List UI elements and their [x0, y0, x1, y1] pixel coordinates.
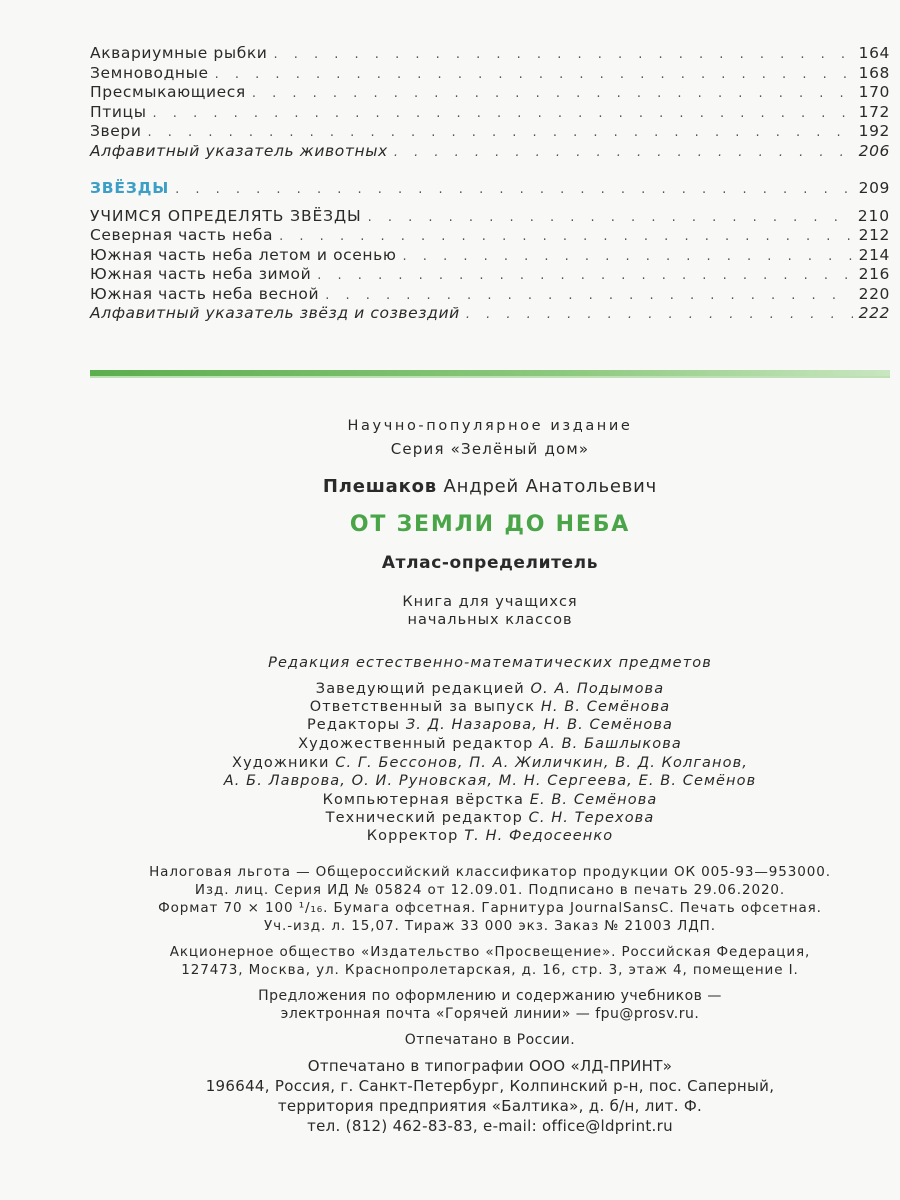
toc-leader — [153, 106, 853, 121]
toc-entry-page: 214 — [858, 245, 890, 264]
credit-role: Редакторы — [306, 717, 401, 733]
toc-entry — [90, 226, 890, 246]
toc-entry-page: 172 — [858, 102, 890, 121]
publisher-line: 127473, Москва, ул. Краснопролетарская, д. 16, стр. 3, этаж 4, помещение I. — [181, 962, 799, 978]
toc-entry-page: 206 — [858, 141, 890, 160]
author — [90, 476, 890, 497]
toc-leader — [175, 182, 853, 197]
toc-entry — [90, 64, 890, 84]
printer-line: 196644, Россия, г. Санкт-Петербург, Колпинский р-н, пос. Саперный, — [205, 1077, 775, 1095]
toc-leader — [394, 145, 853, 160]
toc-entry-title: Птицы — [90, 102, 147, 121]
proposals-line: электронная почта «Горячей линии» — fpu@prosv.ru. — [280, 1006, 700, 1022]
section-title: ЗВЁЗДЫ — [90, 179, 170, 197]
credit-line — [90, 717, 890, 733]
toc-leader — [325, 288, 852, 303]
audience-line-2: начальных классов — [407, 612, 573, 628]
audience-line-1: Книга для учащихся — [402, 594, 578, 610]
toc-entry — [90, 83, 890, 103]
credit-name: З. Д. Назарова, Н. В. Семёнова — [405, 717, 674, 733]
toc-leader — [215, 67, 853, 82]
spacer — [90, 199, 890, 207]
publisher-line: Акционерное общество «Издательство «Просвещение». Российская Федерация, — [169, 944, 811, 960]
credit-role: Художники — [232, 755, 330, 771]
credit-role: Технический редактор — [325, 810, 523, 826]
toc-entry-page: 192 — [858, 122, 890, 140]
credit-name: С. Г. Бессонов, П. А. Жиличкин, В. Д. Колганов, — [335, 755, 748, 771]
tax-line: Уч.-изд. л. 15,07. Тираж 33 000 экз. Заказ № 21003 ЛДП. — [264, 918, 716, 934]
toc-entry-title: УЧИМСЯ ОПРЕДЕЛЯТЬ ЗВЁЗДЫ — [90, 206, 362, 225]
toc-entry-page: 209 — [858, 179, 890, 197]
printed-in-russia: Отпечатано в России. — [404, 1032, 576, 1048]
book-title: ОТ ЗЕМЛИ ДО НЕБА — [349, 512, 631, 537]
toc-entry-title: Аквариумные рыбки — [90, 44, 268, 62]
toc-entry — [90, 246, 890, 266]
credit-line — [90, 828, 890, 844]
toc-leader — [279, 229, 852, 244]
printer-line: тел. (812) 462-83-83, e-mail: office@ldprint.ru — [307, 1117, 673, 1135]
credit-role: Корректор — [366, 828, 459, 844]
toc-entry-title: Пресмыкающиеся — [90, 83, 246, 101]
credit-line — [90, 699, 890, 715]
credit-line — [90, 736, 890, 752]
toc-entry-title: Алфавитный указатель животных — [90, 141, 388, 160]
toc-leader — [148, 125, 853, 140]
toc-leader — [317, 268, 852, 283]
toc-entry — [90, 44, 890, 64]
toc-leader — [403, 249, 853, 264]
toc-entry — [90, 122, 890, 142]
toc-entry-title: Северная часть неба — [90, 226, 274, 244]
editorial-office: Редакция естественно-математических предметов — [268, 655, 712, 671]
credit-line — [90, 792, 890, 808]
toc-entry — [90, 142, 890, 162]
toc-entry-page: 170 — [858, 83, 890, 101]
toc-entry-title: Южная часть неба зимой — [90, 265, 312, 283]
toc-entry-page: 210 — [857, 206, 890, 225]
tax-line: Налоговая льгота — Общероссийский классификатор продукции ОК 005-93—953000. — [149, 864, 831, 880]
toc-entry-title: Звери — [90, 122, 142, 140]
toc-section-stars — [90, 179, 890, 199]
book-subtitle: Атлас-определитель — [381, 553, 599, 573]
printer-line: Отпечатано в типографии ООО «ЛД-ПРИНТ» — [307, 1057, 673, 1075]
toc-entry-title: Южная часть неба летом и осенью — [90, 245, 397, 264]
credit-line — [90, 810, 890, 826]
credit-name: А. В. Башлыкова — [539, 736, 682, 752]
table-of-contents — [90, 44, 890, 324]
series-name: Серия «Зелёный дом» — [390, 440, 590, 458]
toc-entry-page: 222 — [858, 304, 890, 322]
toc-entry — [90, 103, 890, 123]
toc-entry-title: Земноводные — [90, 63, 209, 82]
toc-leader — [252, 86, 853, 101]
toc-entry-page: 216 — [858, 265, 890, 283]
author-first-name: Андрей Анатольевич — [443, 476, 658, 497]
credit-role: Ответственный за выпуск — [309, 699, 536, 715]
credit-role: Компьютерная вёрстка — [322, 792, 524, 808]
proposals-line: Предложения по оформлению и содержанию учебников — — [258, 988, 722, 1004]
toc-leader — [466, 307, 853, 322]
toc-entry-page: 212 — [858, 226, 890, 244]
printer-line: территория предприятия «Балтика», д. б/н, лит. Ф. — [277, 1097, 703, 1115]
credit-role: Художественный редактор — [298, 736, 534, 752]
spacer — [90, 161, 890, 179]
credit-line — [90, 773, 890, 789]
toc-entry — [90, 265, 890, 285]
toc-entry — [90, 207, 890, 227]
toc-entry-page: 220 — [858, 284, 890, 303]
credit-name: Н. В. Семёнова — [540, 699, 671, 715]
credit-line — [90, 681, 890, 697]
tax-line: Изд. лиц. Серия ИД № 05824 от 12.09.01. Подписано в печать 29.06.2020. — [194, 882, 786, 898]
toc-entry — [90, 304, 890, 324]
credit-name: Т. Н. Федосеенко — [464, 828, 614, 844]
credit-line — [90, 755, 890, 771]
credit-name: А. Б. Лаврова, О. И. Руновская, М. Н. Сергеева, Е. В. Семёнов — [223, 773, 757, 789]
toc-entry-title: Алфавитный указатель звёзд и созвездий — [90, 304, 460, 322]
author-last-name: Плешаков — [322, 476, 437, 497]
credit-name: С. Н. Терехова — [528, 810, 655, 826]
toc-leader — [368, 210, 852, 225]
tax-line: Формат 70 × 100 ¹/₁₆. Бумага офсетная. Гарнитура JournalSansC. Печать офсетная. — [158, 900, 822, 916]
credit-role: Заведующий редакцией — [315, 681, 525, 697]
edition-type: Научно-популярное издание — [347, 418, 633, 434]
toc-entry — [90, 285, 890, 305]
toc-entry-page: 164 — [858, 44, 890, 62]
toc-leader — [273, 47, 852, 62]
toc-entry-page: 168 — [858, 63, 890, 82]
credit-name: Е. В. Семёнова — [529, 792, 658, 808]
green-divider-shadow — [90, 376, 890, 378]
toc-entry-title: Южная часть неба весной — [90, 284, 320, 303]
credit-name: О. А. Подымова — [530, 681, 665, 697]
